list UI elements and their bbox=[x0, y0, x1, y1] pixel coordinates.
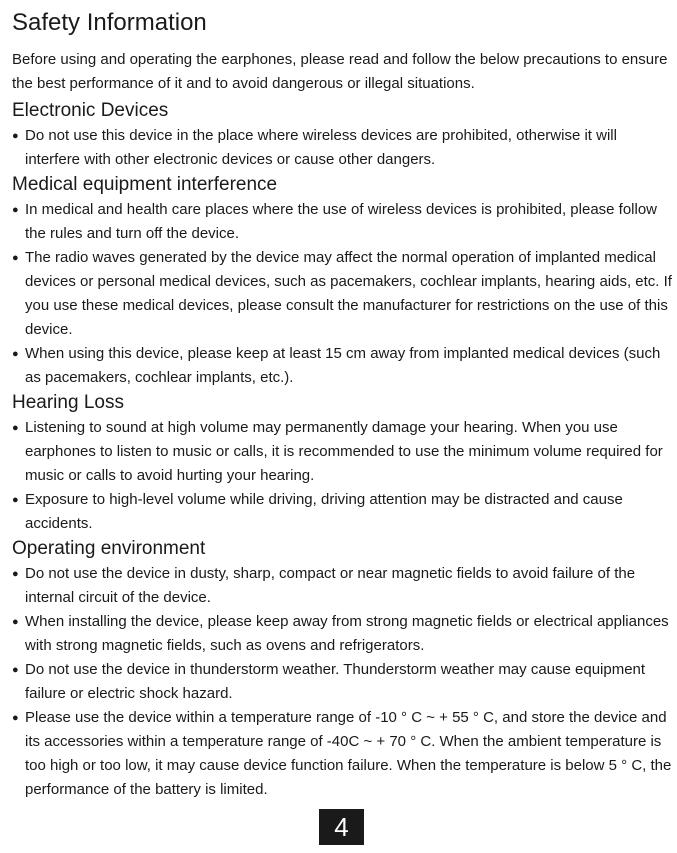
section-heading: Hearing Loss bbox=[12, 392, 124, 413]
list-item-text: When using this device, please keep at least 15 cm away from implanted medical devices (such as pacemakers, cochlear implants, etc.). bbox=[25, 345, 661, 386]
list-item bbox=[12, 562, 674, 610]
list-item bbox=[12, 342, 674, 390]
list-item bbox=[12, 706, 674, 802]
bullet-list bbox=[12, 416, 674, 536]
bullet-icon: ● bbox=[12, 712, 19, 724]
list-item bbox=[12, 198, 674, 246]
list-item-text: The radio waves generated by the device may affect the normal operation of implanted medical devices or personal medical devices, such as pacemakers, cochlear implants, hearing aids, etc. If you use these medical devices, please consult the manufacturer for restrictions on the use of this device. bbox=[25, 249, 672, 338]
list-item-text: Exposure to high-level volume while driving, driving attention may be distracted and cause accidents. bbox=[25, 491, 623, 532]
list-item-text: Please use the device within a temperature range of -10 ° C ~ + 55 ° C, and store the device and its accessories within a temperature range of -40C ~ + 70 ° C. When the ambient temperature is too high or too low, it may cause device function failure. When the temperature is below 5 ° C, the performance of the battery is limited. bbox=[25, 709, 672, 798]
bullet-icon: ● bbox=[12, 422, 19, 434]
section-medical-equipment bbox=[12, 172, 674, 390]
list-item-text: In medical and health care places where the use of wireless devices is prohibited, please follow the rules and turn off the device. bbox=[25, 201, 658, 242]
bullet-list bbox=[12, 562, 674, 802]
list-item-text: Do not use the device in thunderstorm weather. Thunderstorm weather may cause equipment failure or electric shock hazard. bbox=[25, 661, 646, 702]
page-number-badge: 4 bbox=[319, 809, 364, 845]
list-item bbox=[12, 416, 674, 488]
bullet-icon: ● bbox=[12, 664, 19, 676]
intro-paragraph: Before using and operating the earphones, please read and follow the below precautions to ensure the best performance of it and to avoid dangerous or illegal situations. bbox=[12, 51, 668, 92]
bullet-icon: ● bbox=[12, 348, 19, 360]
section-heading: Medical equipment interference bbox=[12, 174, 278, 195]
list-item-text: Do not use the device in dusty, sharp, compact or near magnetic fields to avoid failure of the internal circuit of the device. bbox=[25, 565, 636, 606]
section-hearing-loss bbox=[12, 390, 674, 536]
bullet-icon: ● bbox=[12, 568, 19, 580]
section-heading: Electronic Devices bbox=[12, 100, 169, 121]
list-item bbox=[12, 610, 674, 658]
bullet-icon: ● bbox=[12, 130, 19, 142]
page-title: Safety Information bbox=[12, 9, 207, 36]
safety-page bbox=[12, 8, 674, 802]
list-item-text: Do not use this device in the place where wireless devices are prohibited, otherwise it will interfere with other electronic devices or cause other dangers. bbox=[25, 127, 617, 168]
list-item bbox=[12, 124, 674, 172]
list-item bbox=[12, 488, 674, 536]
bullet-list bbox=[12, 124, 674, 172]
bullet-list bbox=[12, 198, 674, 390]
bullet-icon: ● bbox=[12, 204, 19, 216]
bullet-icon: ● bbox=[12, 252, 19, 264]
list-item bbox=[12, 658, 674, 706]
list-item bbox=[12, 246, 674, 342]
section-electronic-devices bbox=[12, 98, 674, 172]
list-item-text: When installing the device, please keep away from strong magnetic fields or electrical appliances with strong magnetic fields, such as ovens and refrigerators. bbox=[25, 613, 669, 654]
bullet-icon: ● bbox=[12, 494, 19, 506]
section-heading: Operating environment bbox=[12, 538, 206, 559]
list-item-text: Listening to sound at high volume may permanently damage your hearing. When you use earphones to listen to music or calls, it is recommended to use the minimum volume required for music or calls to avoid hurting your hearing. bbox=[25, 419, 663, 484]
bullet-icon: ● bbox=[12, 616, 19, 628]
section-operating-environment bbox=[12, 536, 674, 802]
